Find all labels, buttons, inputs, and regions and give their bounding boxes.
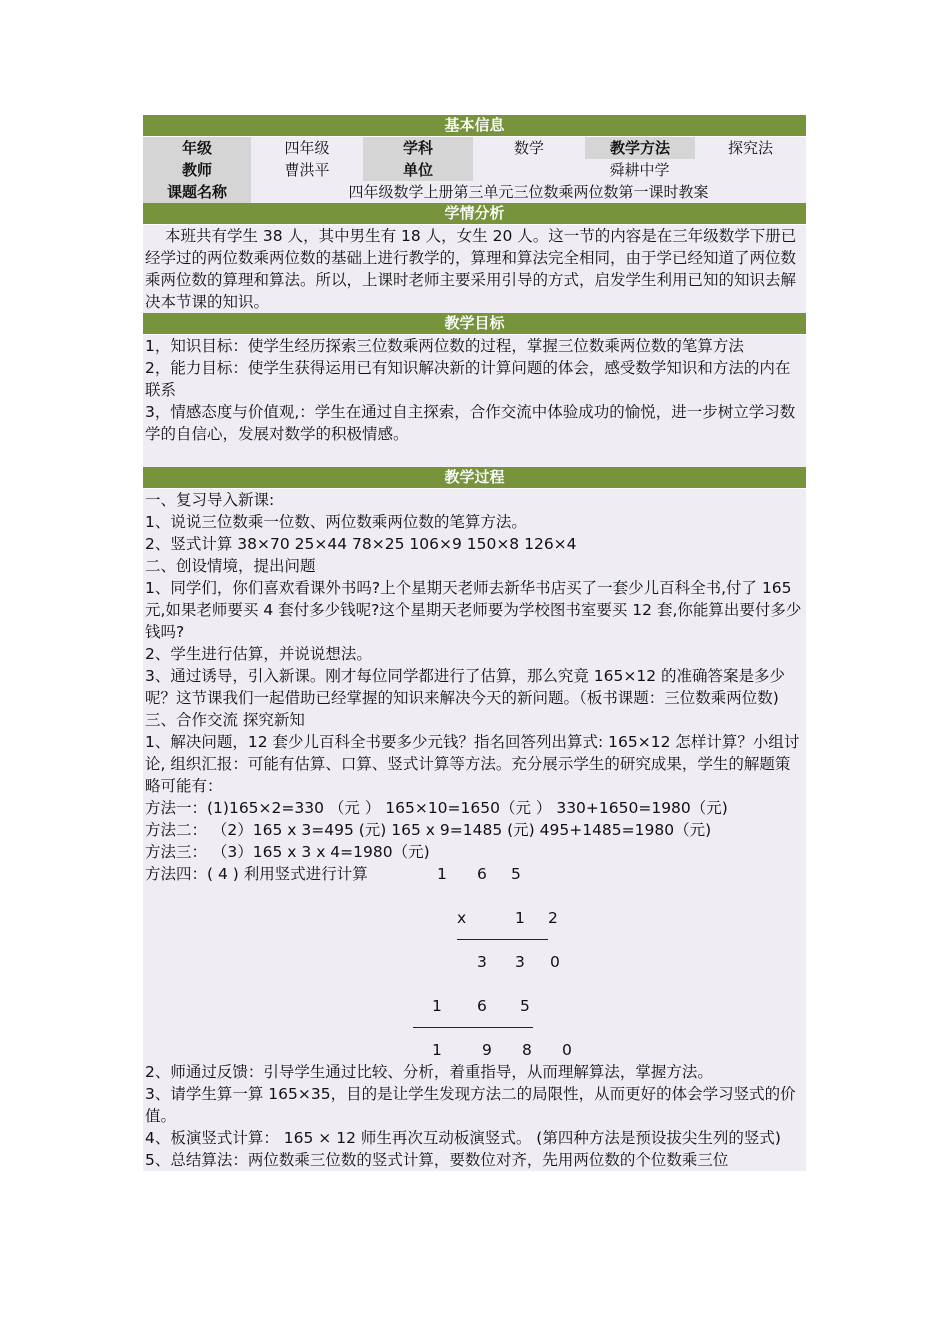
process-line: 方法一：(1)165×2=330 （元 ） 165×10=1650（元 ） 330+1650=1980（元) [145, 799, 728, 817]
vertical-digit: 0 [562, 1041, 572, 1059]
subject-label: 学科 [363, 137, 473, 159]
analysis-section [143, 225, 806, 313]
basic-info-header: 基本信息 [143, 115, 806, 137]
process-line: 1、说说三位数乘一位数、两位数乘两位数的笔算方法。 [145, 513, 527, 531]
basic-info-row-3 [143, 181, 806, 203]
process-line: 3、通过诱导，引入新课。刚才每位同学都进行了估算，那么究竟 165×12 的准确答案是多少呢？这节课我们一起借助已经掌握的知识来解决今天的新问题。（板书课题：三位数乘两位数) [145, 667, 786, 707]
process-line: 1、解决问题，12 套少儿百科全书要多少元钱？指名回答列出算式: 165×12 怎样计算？小组讨论, 组织汇报：可能有估算、口算、竖式计算等方法。充分展示学生的研究成果，学生的解题策略可能有： [145, 733, 800, 795]
analysis-text: 本班共有学生 38 人，其中男生有 18 人，女生 20 人。这一节的内容是在三年级数学下册已经学过的两位数乘两位数的基础上进行教学的，算理和算法完全相同，由于学已经知道了两位数乘两位数的算理和算法。所以，上课时老师主要采用引导的方式，启发学生利用已知的知识去解决本节课的知识。 [145, 227, 797, 311]
vertical-digit: 1 [437, 865, 447, 883]
process-line: 方法三： （3）165 x 3 x 4=1980（元) [145, 843, 430, 861]
unit-value: 舜耕中学 [473, 159, 806, 181]
basic-info-row-1 [143, 137, 806, 159]
basic-info-row-2 [143, 159, 806, 181]
unit-label: 单位 [363, 159, 473, 181]
vertical-digit: 1 [515, 909, 525, 927]
lesson-plan-document [143, 115, 806, 1171]
vertical-digit: 0 [550, 953, 560, 971]
goals-section [143, 335, 806, 467]
vertical-digit: 1 [432, 997, 442, 1015]
process-line: 二、创设情境，提出问题 [145, 557, 316, 575]
goals-header: 教学目标 [143, 313, 806, 335]
process-line: 2、师通过反馈：引导学生通过比较、分析，着重指导，从而理解算法，掌握方法。 [145, 1063, 713, 1081]
process-line: 1、同学们，你们喜欢看课外书吗?上个星期天老师去新华书店买了一套少儿百科全书,付了 165 元,如果老师要买 4 套付多少钱呢?这个星期天老师要为学校图书室要买 12 套,你能算出要付多少钱吗? [145, 579, 802, 641]
vertical-rule [413, 1027, 533, 1028]
process-line: 三、合作交流 探究新知 [145, 711, 305, 729]
teacher-label: 教师 [143, 159, 251, 181]
goal-item: 1，知识目标：使学生经历探索三位数乘两位数的过程，掌握三位数乘两位数的笔算方法 [145, 337, 744, 355]
goal-item: 2，能力目标：使学生获得运用已有知识解决新的计算问题的体会，感受数学知识和方法的内在联系 [145, 359, 791, 399]
process-line: 4、板演竖式计算： 165 × 12 师生再次互动板演竖式。 (第四种方法是预设拔尖生列的竖式) [145, 1129, 781, 1147]
vertical-digit: 5 [520, 997, 530, 1015]
vertical-digit: 9 [482, 1041, 492, 1059]
method-4-label: 方法四：( 4 ) 利用竖式进行计算 [145, 865, 368, 883]
process-line: 5、总结算法：两位数乘三位数的竖式计算，要数位对齐，先用两位数的个位数乘三位 [145, 1151, 729, 1169]
subject-value: 数学 [473, 137, 585, 159]
analysis-header: 学情分析 [143, 203, 806, 225]
vertical-digit: 6 [477, 865, 487, 883]
process-line: 2、学生进行估算，并说说想法。 [145, 645, 372, 663]
process-section [143, 489, 806, 1171]
vertical-digit: 3 [515, 953, 525, 971]
vertical-digit: 8 [522, 1041, 532, 1059]
process-header: 教学过程 [143, 467, 806, 489]
method-label: 教学方法 [585, 137, 695, 159]
vertical-digit: 5 [511, 865, 521, 883]
process-line: 2、竖式计算 38×70 25×44 78×25 106×9 150×8 126×4 [145, 535, 577, 553]
vertical-result-row [145, 1039, 804, 1061]
grade-label: 年级 [143, 137, 251, 159]
process-line: 一、复习导入新课: [145, 491, 275, 509]
grade-value: 四年级 [251, 137, 363, 159]
vertical-digit: 3 [477, 953, 487, 971]
lesson-title-label: 课题名称 [143, 181, 251, 203]
goal-item: 3，情感态度与价值观,：学生在通过自主探索，合作交流中体验成功的愉悦，进一步树立学习数学的自信心，发展对数学的积极情感。 [145, 403, 796, 443]
method-value: 探究法 [695, 137, 806, 159]
vertical-digit: 1 [432, 1041, 442, 1059]
vertical-digit: 6 [477, 997, 487, 1015]
vertical-rule [457, 939, 548, 940]
spacer [145, 445, 804, 467]
teacher-value: 曹洪平 [251, 159, 363, 181]
lesson-title-value: 四年级数学上册第三单元三位数乘两位数第一课时教案 [251, 181, 806, 203]
vertical-digit: 2 [548, 909, 558, 927]
multiply-sign: x [457, 909, 467, 927]
process-line: 方法二： （2）165 x 3=495 (元) 165 x 9=1485 (元) 495+1485=1980（元) [145, 821, 712, 839]
process-line: 3、请学生算一算 165×35，目的是让学生发现方法二的局限性，从而更好的体会学习竖式的价值。 [145, 1085, 796, 1125]
vertical-calculation [145, 863, 804, 1039]
